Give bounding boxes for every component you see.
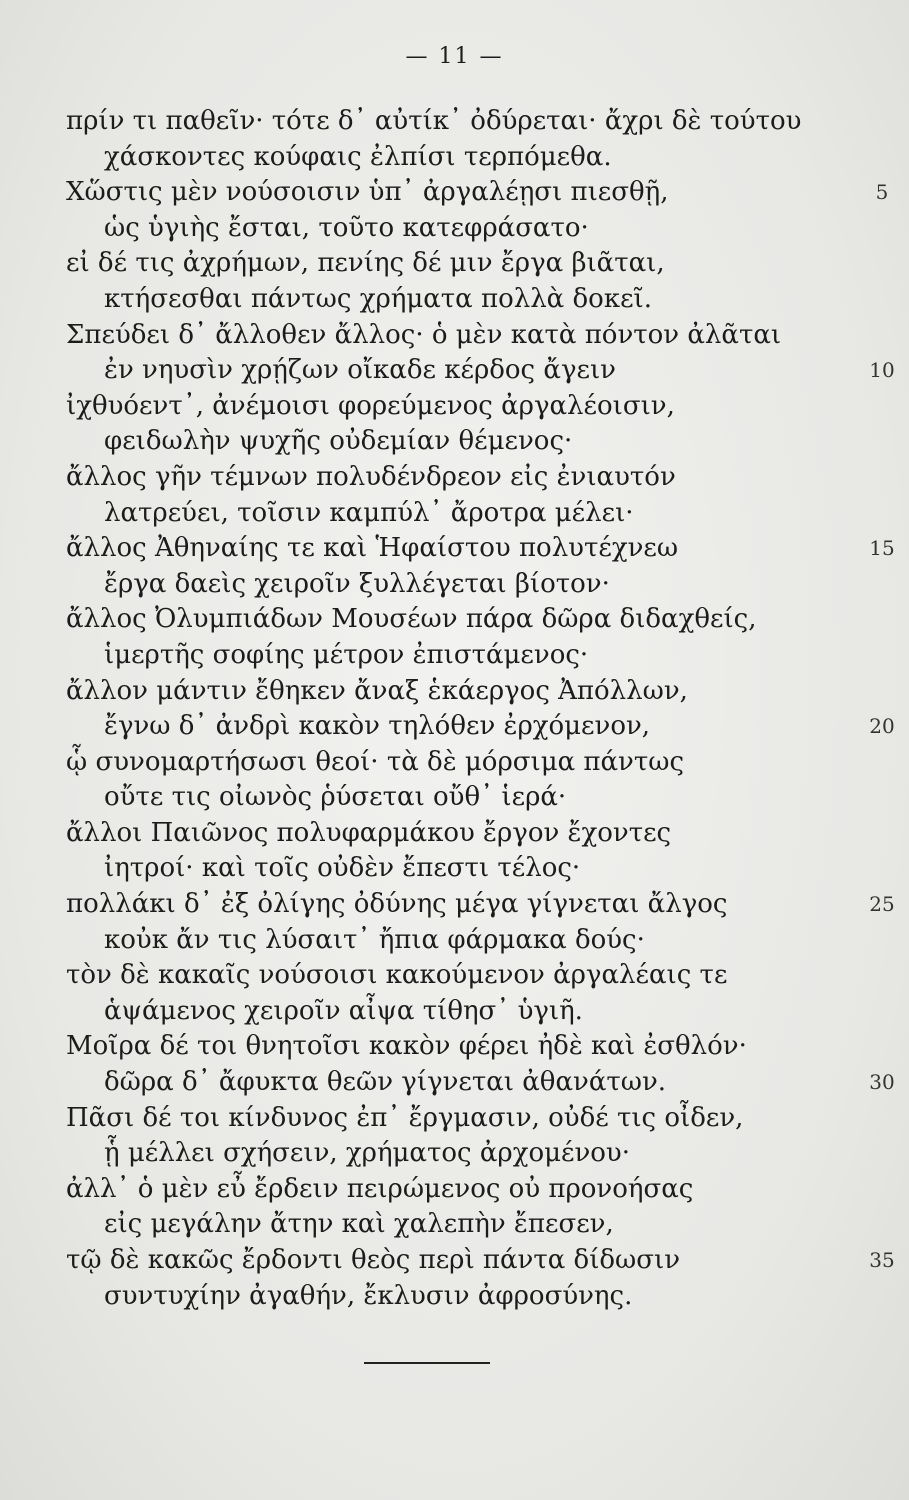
- poem-line: [66, 353, 895, 389]
- poem-line-text: ἀλλ᾽ ὁ μὲν εὖ ἔρδειν πειρώμενος οὐ προνοήσας: [66, 1173, 694, 1204]
- poem-line-text: ἄλλος γῆν τέμνων πολυδένδρεον εἰς ἐνιαυτόν: [66, 461, 676, 492]
- poem-line: [66, 851, 786, 887]
- poem-line: [66, 1065, 895, 1101]
- poem-line: [66, 674, 786, 710]
- poem-line-text: κτήσεσθαι πάντως χρήματα πολλὰ δοκεῖ.: [104, 283, 652, 314]
- line-number: 5: [875, 180, 889, 205]
- poem-line-text: δῶρα δ᾽ ἄφυκτα θεῶν γίγνεται ἀθανάτων.: [104, 1067, 667, 1098]
- poem-line-text: πολλάκι δ᾽ ἐξ ὀλίγης ὀδύνης μέγα γίγνεται ἄλγος: [66, 889, 728, 920]
- poem-line-text: ἱμερτῆς σοφίης μέτρον ἐπιστάμενος·: [104, 639, 589, 670]
- poem-line: [66, 246, 786, 282]
- poem-line-text: φειδωλὴν ψυχῆς οὐδεμίαν θέμενος·: [104, 426, 573, 457]
- poem-line: [66, 923, 786, 959]
- poem-text: [66, 104, 895, 1314]
- poem-line: [66, 211, 786, 247]
- poem-line: [66, 496, 786, 532]
- poem-line-text: ἁψάμενος χειροῖν αἶψα τίθησ᾽ ὑγιῆ.: [104, 995, 583, 1026]
- poem-line: [66, 1101, 786, 1137]
- poem-line-text: χάσκοντες κούφαις ἐλπίσι τερπόμεθα.: [104, 141, 612, 172]
- poem-line-text: τὸν δὲ κακαῖς νούσοισι κακούμενον ἀργαλέαις τε: [66, 960, 728, 991]
- poem-line-text: πρίν τι παθεῖν· τότε δ᾽ αὐτίκ᾽ ὀδύρεται· ἄχρι δὲ τούτου: [66, 106, 802, 136]
- poem-line: [66, 1029, 786, 1065]
- page-number: — 11 —: [405, 44, 504, 69]
- poem-line-text: ἰχθυόεντ᾽, ἀνέμοισι φορεύμενος ἀργαλέοισιν,: [66, 390, 675, 421]
- line-number: 10: [869, 358, 895, 383]
- poem-line-text: Σπεύδει δ᾽ ἄλλοθεν ἄλλος· ὁ μὲν κατὰ πόντον ἀλᾶται: [66, 319, 782, 350]
- poem-line: [66, 1136, 786, 1172]
- poem-line: [66, 709, 895, 745]
- poem-line: [66, 780, 786, 816]
- poem-line-text: ἄλλοι Παιῶνος πολυφαρμάκου ἔργον ἔχοντες: [66, 817, 672, 848]
- poem-line: [66, 816, 786, 852]
- poem-line-text: Πᾶσι δέ τοι κίνδυνος ἐπ᾽ ἔργμασιν, οὐδέ τις οἶδεν,: [66, 1102, 744, 1133]
- poem-line-text: τῷ δὲ κακῶς ἔρδοντι θεὸς περὶ πάντα δίδωσιν: [66, 1245, 681, 1275]
- poem-line: [66, 638, 786, 674]
- poem-line-text: ᾗ μέλλει σχήσειν, χρήματος ἀρχομένου·: [104, 1138, 631, 1169]
- poem-line-text: ἔργα δαεὶς χειροῖν ξυλλέγεται βίοτον·: [104, 568, 610, 599]
- poem-line: [66, 567, 786, 603]
- poem-line-text: εἰ δέ τις ἀχρήμων, πενίης δέ μιν ἔργα βιᾶται,: [66, 248, 665, 279]
- line-number: 20: [869, 714, 895, 739]
- poem-line-text: Μοῖρα δέ τοι θνητοῖσι κακὸν φέρει ἠδὲ καὶ ἐσθλόν·: [66, 1031, 747, 1062]
- poem-line: [66, 424, 786, 460]
- poem-line-text: Χὥστις μὲν νούσοισιν ὑπ᾽ ἀργαλέῃσι πιεσθῇ,: [66, 177, 669, 208]
- poem-line: [66, 1172, 786, 1208]
- poem-line: [66, 531, 895, 567]
- poem-line-text: ἰητροί· καὶ τοῖς οὐδὲν ἔπεστι τέλος·: [104, 853, 581, 884]
- poem-line: [66, 1243, 895, 1279]
- poem-line: [66, 994, 786, 1030]
- end-rule: [364, 1362, 490, 1364]
- poem-line-text: ἄλλος Ὀλυμπιάδων Μουσέων πάρα δῶρα διδαχθείς,: [66, 604, 757, 635]
- line-number: 30: [869, 1070, 895, 1095]
- poem-line: [66, 140, 786, 176]
- poem-line-text: κοὐκ ἄν τις λύσαιτ᾽ ἤπια φάρμακα δούς·: [104, 924, 645, 955]
- line-number: 25: [869, 892, 895, 917]
- poem-line-text: ὡς ὑγιὴς ἔσται, τοῦτο κατεφράσατο·: [104, 212, 589, 243]
- poem-line: [66, 318, 786, 354]
- line-number: 15: [869, 536, 895, 561]
- line-number: 35: [869, 1248, 895, 1272]
- poem-line-text: ἔγνω δ᾽ ἀνδρὶ κακὸν τηλόθεν ἐρχόμενον,: [104, 711, 651, 742]
- poem-line-text: ἄλλος Ἀθηναίης τε καὶ Ἡφαίστου πολυτέχνεω: [66, 533, 679, 564]
- poem-line-text: ἐν νηυσὶν χρῄζων οἴκαδε κέρδος ἄγειν: [104, 355, 616, 386]
- poem-line: [66, 745, 786, 781]
- poem-line: [66, 887, 895, 923]
- poem-line: [66, 602, 786, 638]
- poem-line: [66, 104, 802, 140]
- poem-line: [66, 175, 889, 211]
- poem-line-text: οὔτε τις οἰωνὸς ῥύσεται οὔθ᾽ ἱερά·: [104, 782, 567, 813]
- poem-line-text: ᾧ συνομαρτήσωσι θεοί· τὰ δὲ μόρσιμα πάντως: [66, 746, 685, 777]
- poem-line: [66, 282, 786, 318]
- poem-line-text: συντυχίην ἀγαθήν, ἔκλυσιν ἀφροσύνης.: [104, 1280, 633, 1311]
- poem-line-text: λατρεύει, τοῖσιν καμπύλ᾽ ἄροτρα μέλει·: [104, 497, 634, 528]
- poem-line: [66, 1279, 786, 1315]
- poem-line: [66, 389, 786, 425]
- poem-line-text: ἄλλον μάντιν ἔθηκεν ἄναξ ἑκάεργος Ἀπόλλων,: [66, 675, 688, 706]
- poem-line: [66, 1207, 786, 1243]
- poem-line: [66, 460, 786, 496]
- poem-line: [66, 958, 786, 994]
- poem-line-text: εἰς μεγάλην ἄτην καὶ χαλεπὴν ἔπεσεν,: [104, 1209, 614, 1240]
